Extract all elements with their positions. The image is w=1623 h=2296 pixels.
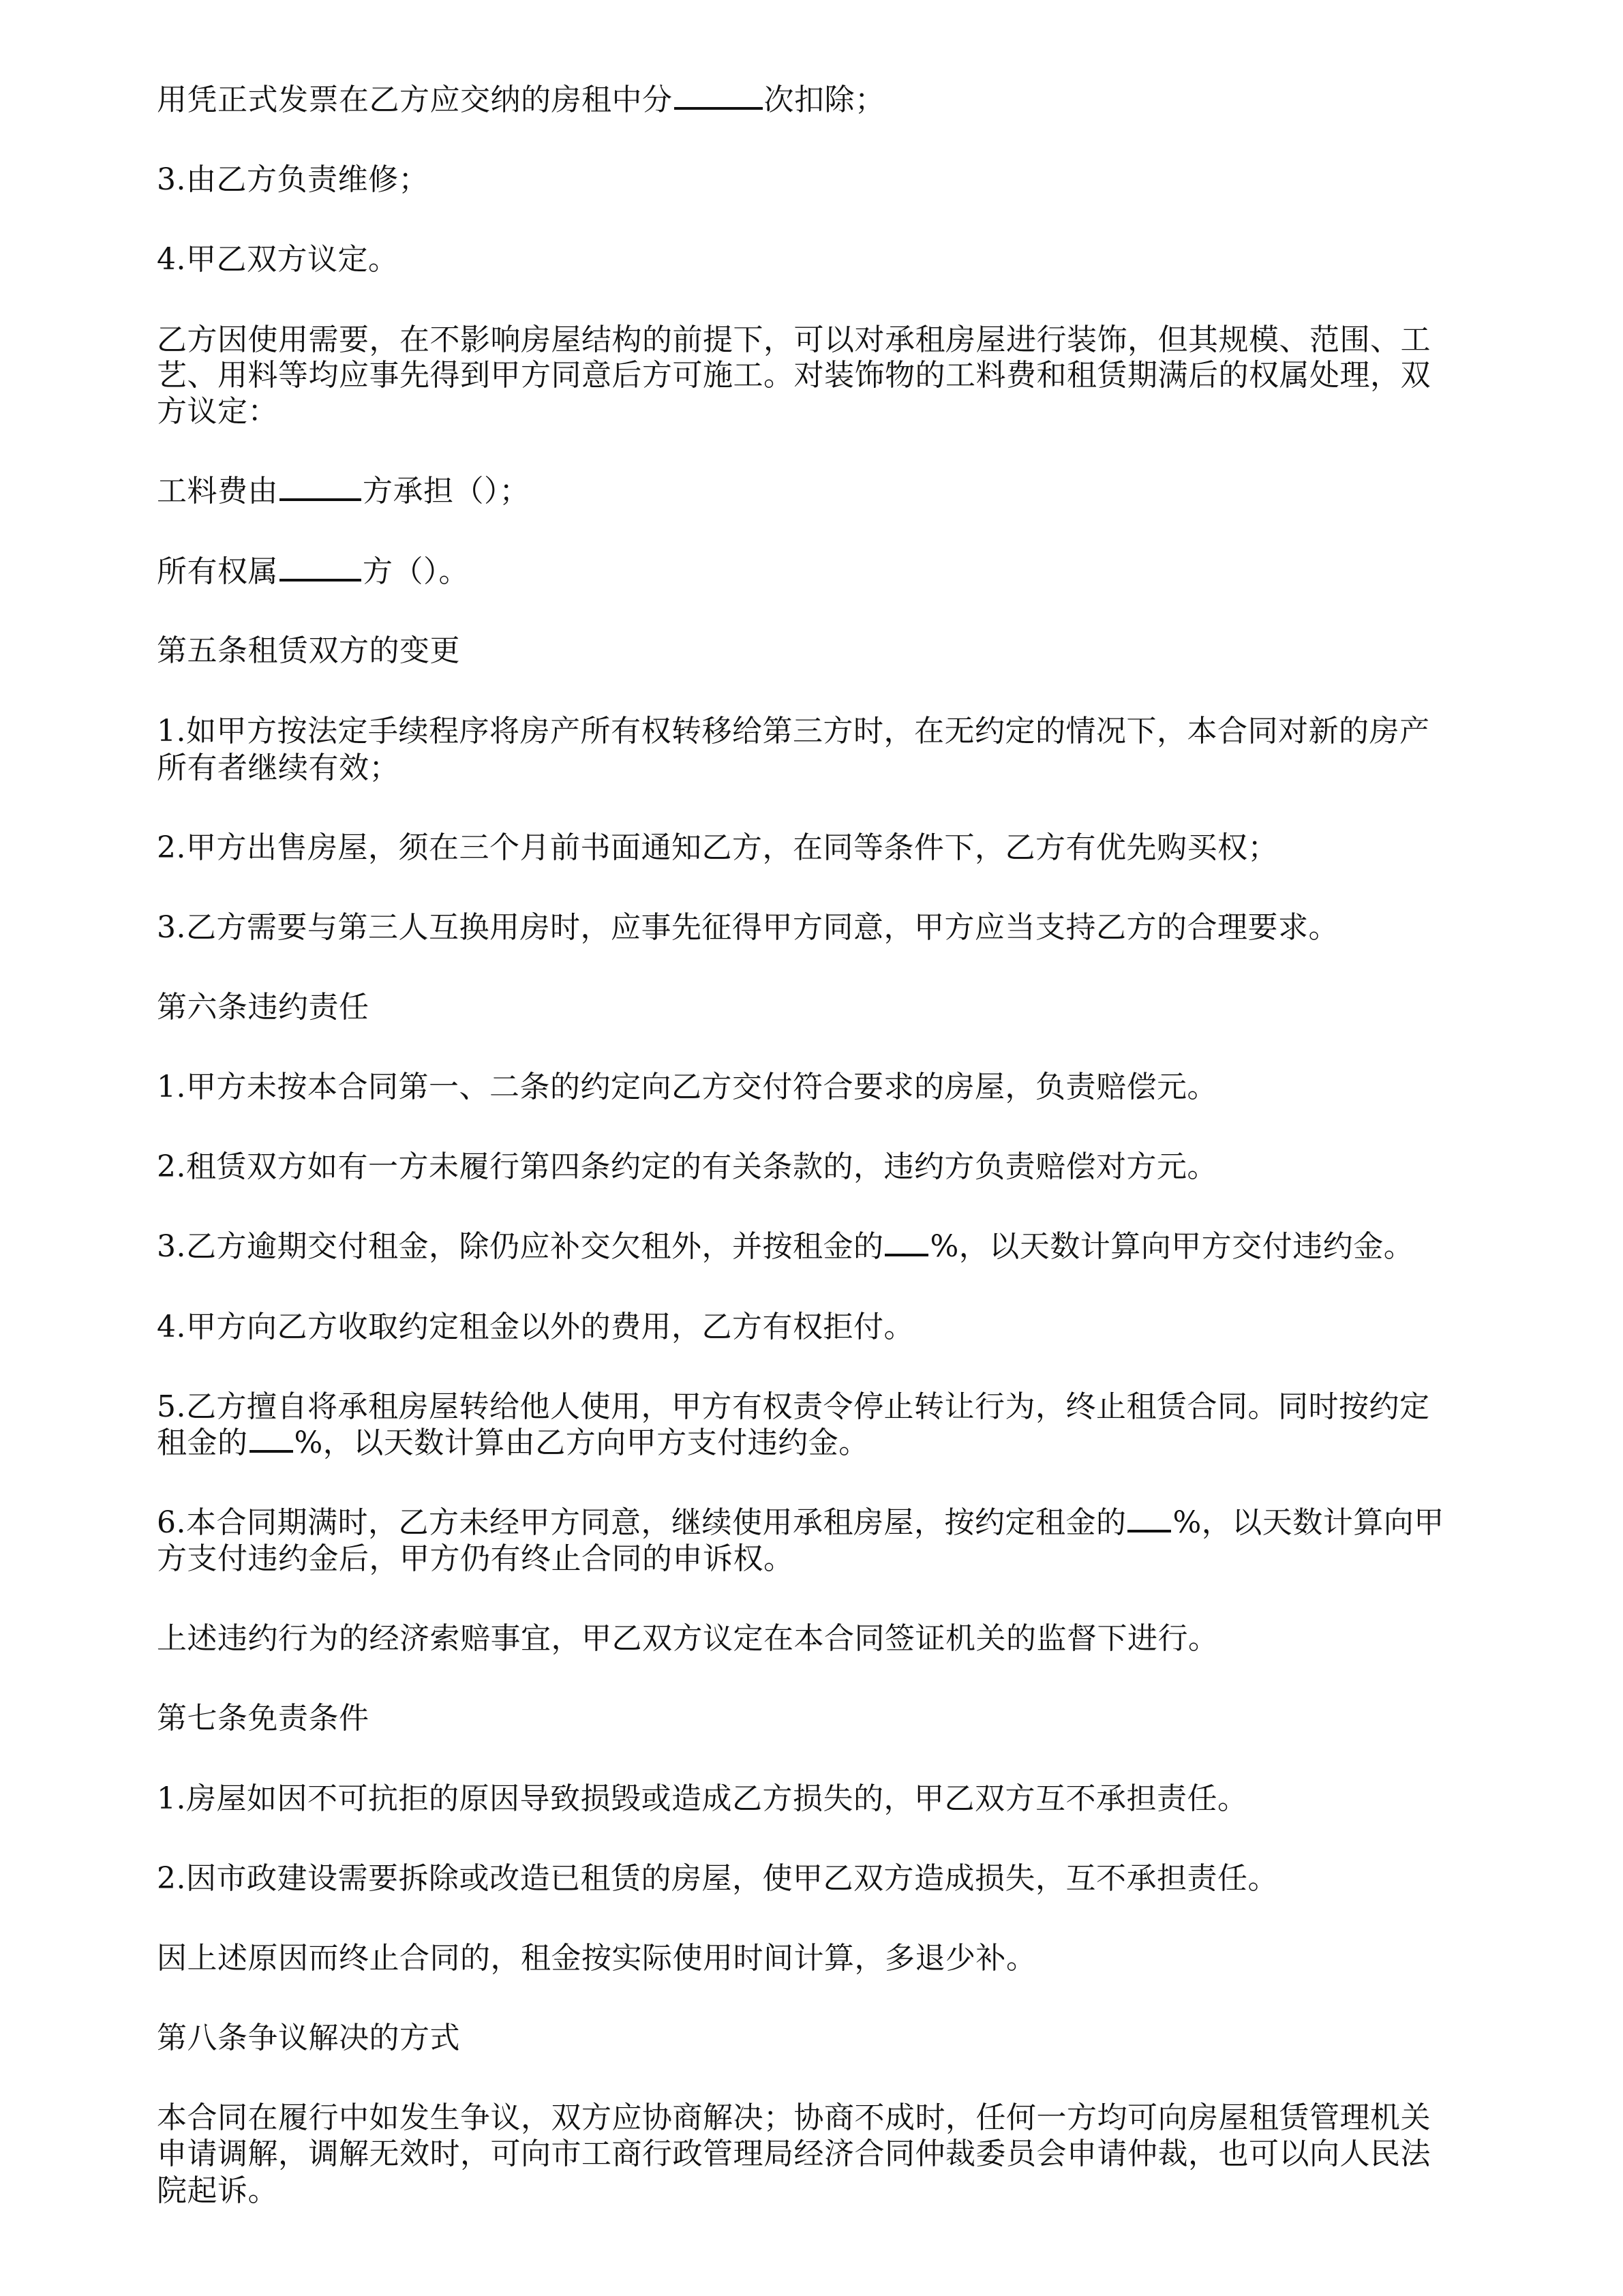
paragraph-breach-1 (157, 1047, 1520, 1127)
heading-article-6 (157, 967, 1520, 1047)
text: 第六条违约责任 (157, 990, 369, 1025)
paragraph-dispute-l3 (157, 2151, 1520, 2231)
text: 因上述原因而终止合同的，租金按实际使用时间计算，多退少补。 (157, 1941, 1037, 1976)
paragraph-breach-5-l2 (157, 1403, 1520, 1483)
text: 2.甲方出售房屋，须在三个月前书面通知乙方，在同等条件下，乙方有优先购买权； (157, 830, 1278, 865)
text: 第五条租赁双方的变更 (157, 633, 460, 668)
paragraph-invoice-deduction (157, 60, 1520, 140)
text: 3.乙方逾期交付租金，除仍应补交欠租外，并按租金的 (157, 1229, 884, 1264)
text: 第七条免责条件 (157, 1701, 369, 1736)
paragraph-breach-6-l2 (157, 1519, 1520, 1599)
paragraph-material-cost (157, 451, 1520, 531)
text: %，以天数计算向甲 (1172, 1505, 1444, 1540)
paragraph-agree-4 (157, 220, 1520, 299)
text: 乙方因使用需要，在不影响房屋结构的前提下，可以对承租房屋进行装饰，但其规模、范围、工 (157, 322, 1431, 357)
blank-field (279, 468, 361, 501)
paragraph-exchange (157, 888, 1520, 967)
text: 艺、用料等均应事先得到甲方同意后方可施工。对装饰物的工料费和租赁期满后的权属处理，双 (157, 358, 1431, 393)
text: 院起诉。 (157, 2173, 278, 2208)
text: 申请调解，调解无效时，可向市工商行政管理局经济合同仲裁委员会申请仲裁，也可以向人民法 (157, 2136, 1431, 2171)
text: 4.甲乙双方议定。 (157, 242, 399, 277)
text: 方承担（）； (363, 474, 530, 509)
blank-field (249, 1420, 293, 1453)
blank-field (885, 1224, 928, 1256)
blank-field (279, 549, 361, 581)
text: %，以天数计算向甲方交付违约金。 (930, 1229, 1414, 1264)
text: 上述违约行为的经济索赔事宜，甲乙双方议定在本合同签证机关的监督下进行。 (157, 1621, 1219, 1656)
text: 方（）。 (363, 554, 469, 589)
paragraph-repair-3 (157, 140, 1520, 220)
paragraph-termination-rent (157, 1918, 1520, 1998)
paragraph-decoration-l3 (157, 372, 1520, 451)
text: 2.租赁双方如有一方未履行第四条约定的有关条款的，违约方负责赔偿对方元。 (157, 1149, 1217, 1184)
paragraph-breach-4 (157, 1287, 1520, 1367)
text: 3.乙方需要与第三人互换用房时，应事先征得甲方同意，甲方应当支持乙方的合理要求。 (157, 910, 1339, 945)
text: 2.因市政建设需要拆除或改造已租赁的房屋，使甲乙双方造成损失，互不承担责任。 (157, 1861, 1278, 1896)
text: 方支付违约金后，甲方仍有终止合同的申诉权。 (157, 1541, 794, 1576)
paragraph-breach-3 (157, 1207, 1520, 1286)
text: 3.由乙方负责维修； (157, 162, 429, 197)
text: 1.房屋如因不可抗拒的原因导致损毁或造成乙方损失的，甲乙双方互不承担责任。 (157, 1781, 1248, 1816)
text: 次扣除； (763, 82, 885, 117)
heading-article-8 (157, 1998, 1520, 2078)
paragraph-exemption-1 (157, 1759, 1520, 1839)
text: 5.乙方擅自将承租房屋转给他人使用，甲方有权责令停止转让行为，终止租赁合同。同时按约定 (157, 1389, 1430, 1424)
paragraph-claims (157, 1599, 1520, 1678)
text: 工料费由 (157, 474, 278, 509)
text: %，以天数计算由乙方向甲方支付违约金。 (294, 1425, 869, 1460)
text: 1.甲方未按本合同第一、二条的约定向乙方交付符合要求的房屋，负责赔偿元。 (157, 1070, 1217, 1104)
paragraph-exemption-2 (157, 1839, 1520, 1918)
text: 方议定： (157, 394, 278, 429)
text: 6.本合同期满时，乙方未经甲方同意，继续使用承租房屋，按约定租金的 (157, 1505, 1127, 1540)
text: 4.甲方向乙方收取约定租金以外的费用，乙方有权拒付。 (157, 1310, 914, 1344)
text: 第八条争议解决的方式 (157, 2021, 460, 2055)
paragraph-breach-2 (157, 1127, 1520, 1207)
heading-article-7 (157, 1678, 1520, 1758)
paragraph-sale-notice (157, 808, 1520, 888)
paragraph-transfer-l2 (157, 728, 1520, 808)
text: 1.如甲方按法定手续程序将房产所有权转移给第三方时，在无约定的情况下，本合同对新的房产 (157, 714, 1430, 749)
paragraph-ownership (157, 532, 1520, 611)
blank-field (674, 77, 763, 110)
text: 本合同在履行中如发生争议，双方应协商解决；协商不成时，任何一方均可向房屋租赁管理机关 (157, 2100, 1431, 2135)
heading-article-5 (157, 611, 1520, 691)
text: 所有权属 (157, 554, 278, 589)
text: 租金的 (157, 1425, 248, 1460)
text: 用凭正式发票在乙方应交纳的房租中分 (157, 82, 673, 117)
text: 所有者继续有效； (157, 751, 399, 785)
